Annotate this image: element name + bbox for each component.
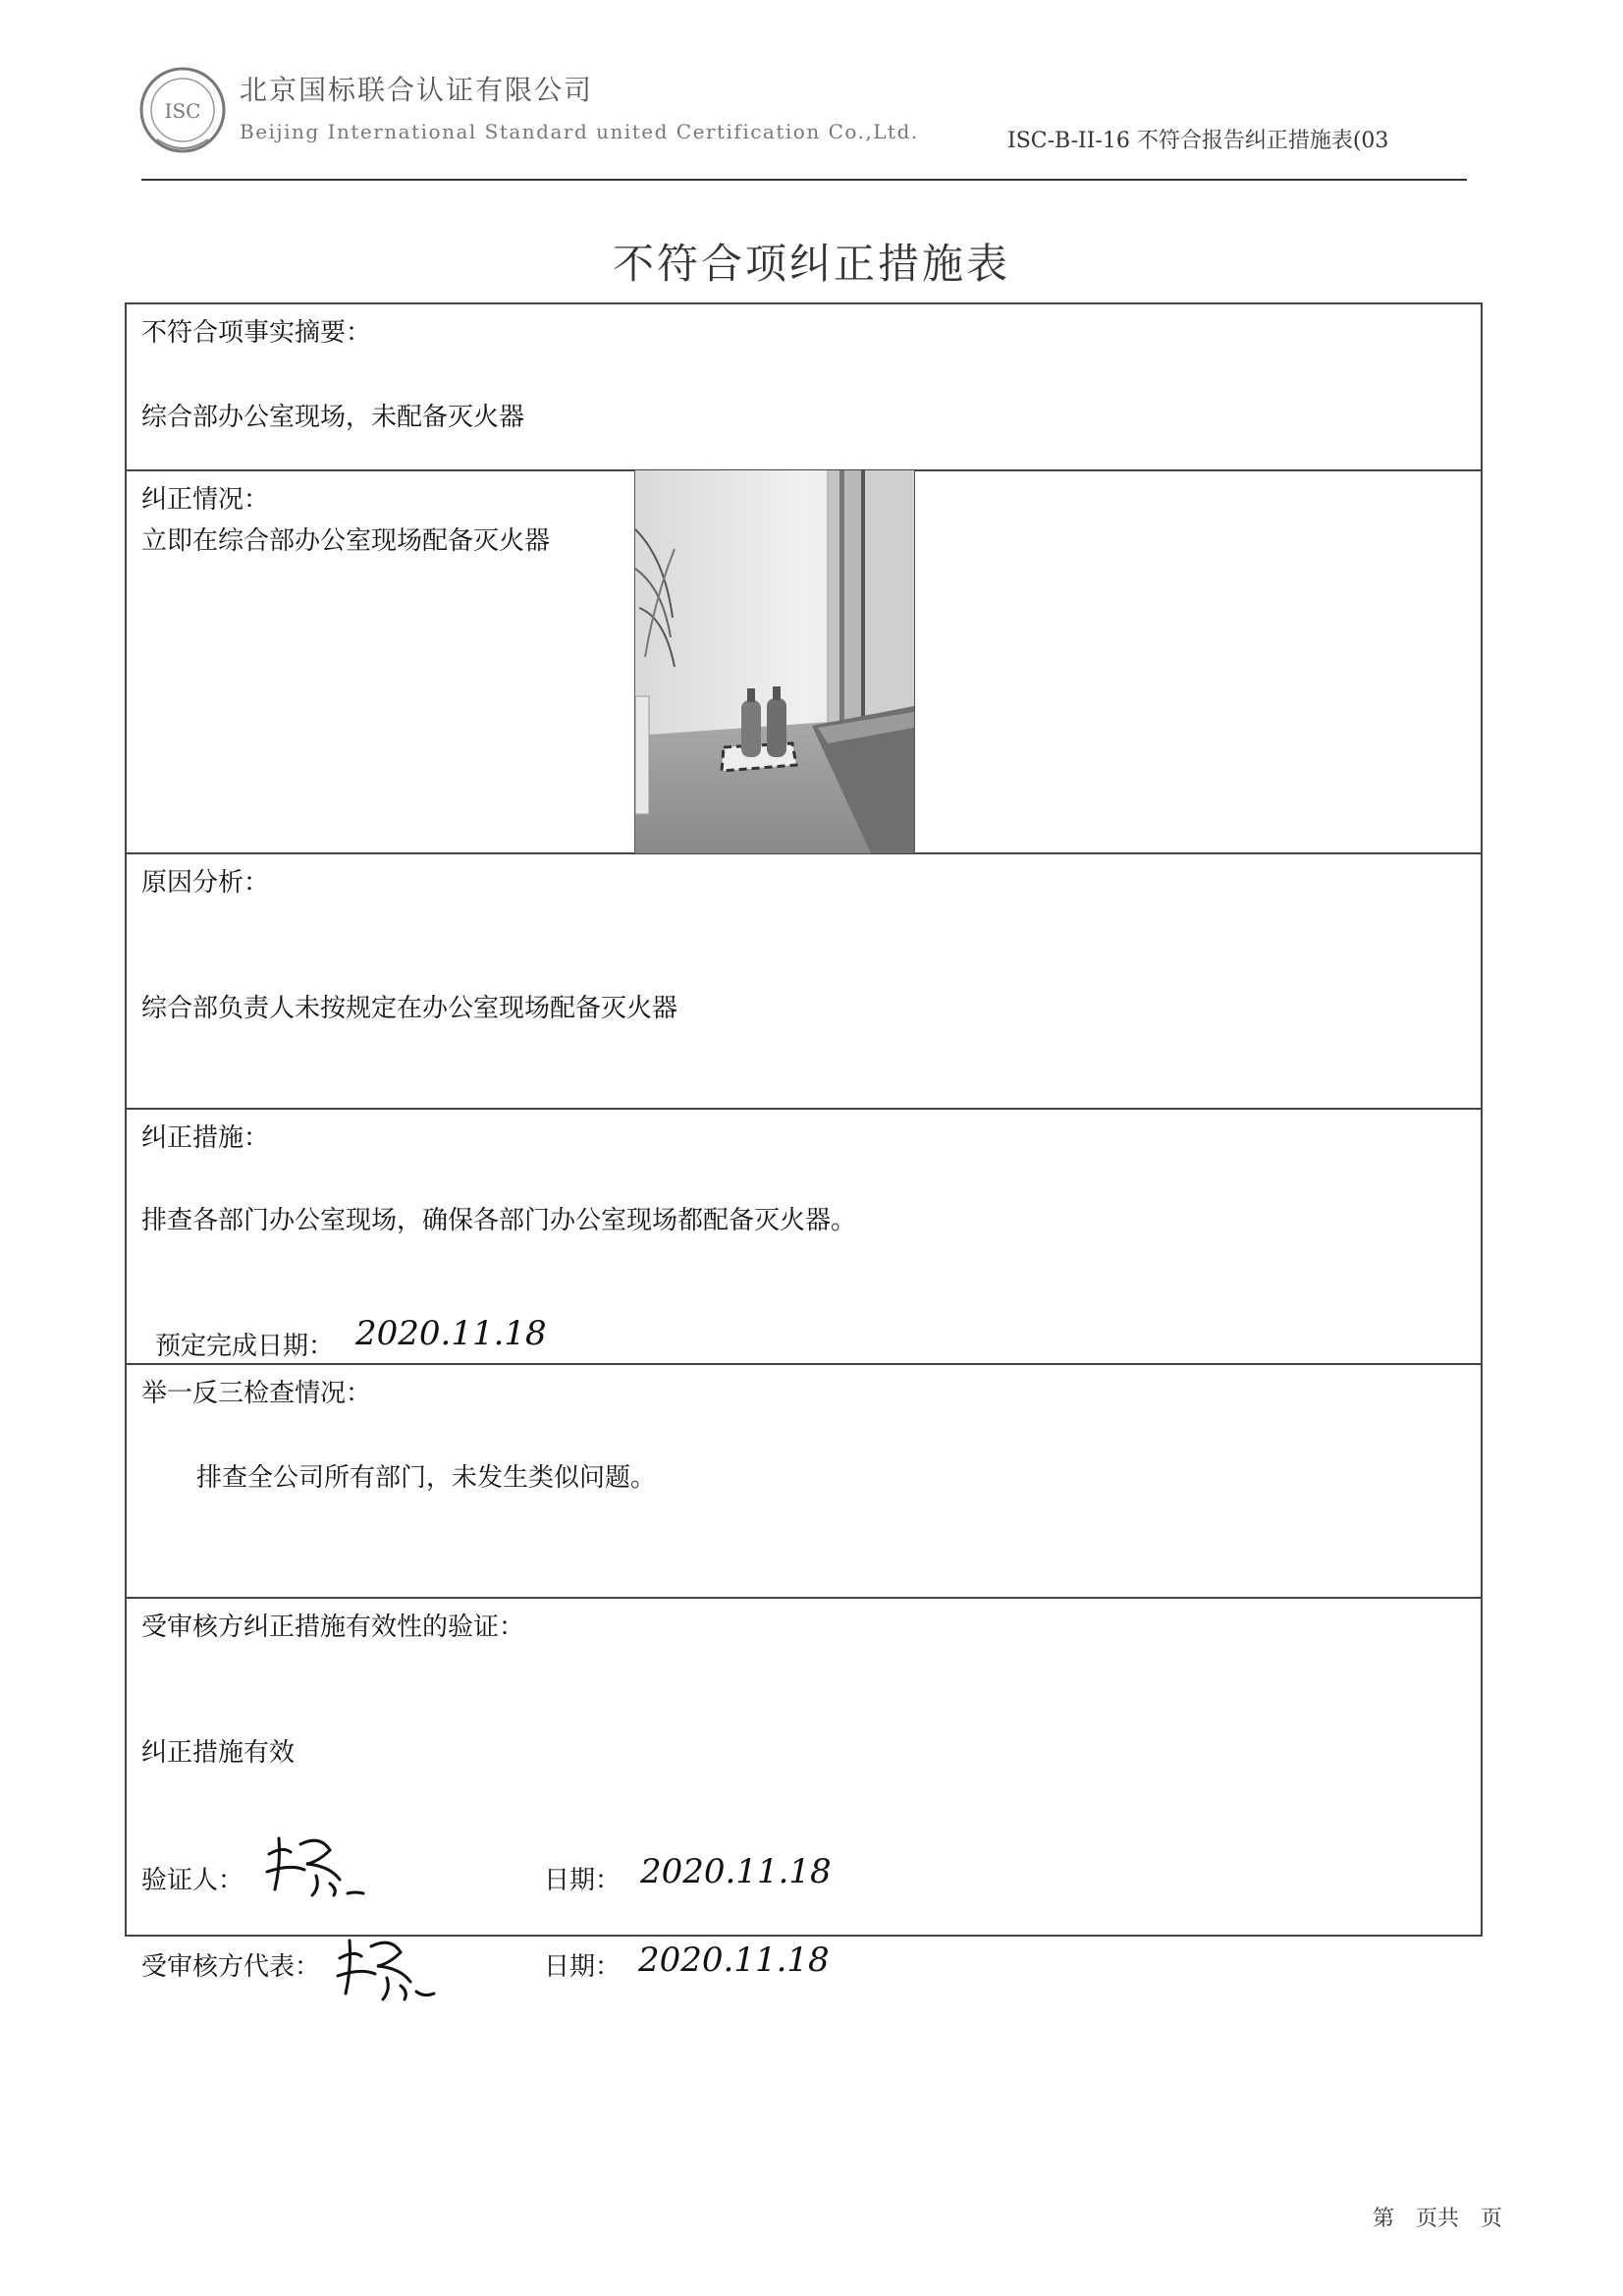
representative-signature: [334, 1929, 442, 2007]
fire-extinguisher-photo: [634, 470, 915, 853]
similar-check-label: 举一反三检查情况：: [141, 1379, 372, 1408]
company-logo: [137, 63, 228, 157]
verification-date-label: 日期：: [544, 1866, 622, 1895]
company-name-en: Beijing International Standard united Certification Co.,Ltd.: [240, 120, 919, 143]
corrective-measures-label: 纠正措施：: [141, 1123, 270, 1153]
fact-summary-label: 不符合项事实摘要：: [141, 318, 372, 348]
row-divider: [125, 1597, 1483, 1599]
fire-extinguisher-photo-image: [635, 470, 914, 853]
similar-check-content: 排查全公司所有部门，未发生类似问题。: [196, 1463, 657, 1493]
row-divider: [125, 1363, 1483, 1365]
verifier-label: 验证人：: [141, 1866, 244, 1895]
document-title: 不符合项纠正措施表: [612, 240, 1010, 288]
handwritten-signature: [261, 1825, 379, 1903]
due-date-label: 预定完成日期：: [155, 1332, 335, 1361]
page-number: 第 页共 页: [1373, 2207, 1503, 2231]
verifier-signature: [261, 1825, 379, 1903]
handwritten-signature: [334, 1929, 442, 2007]
company-name-cn: 北京国标联合认证有限公司: [240, 74, 594, 106]
due-date-handwritten: 2020.11.18: [355, 1314, 547, 1353]
cause-analysis-label: 原因分析：: [141, 868, 270, 898]
fact-summary-content: 综合部办公室现场，未配备灭火器: [141, 403, 525, 432]
verification-date-handwritten: 2020.11.18: [640, 1852, 832, 1891]
cause-analysis-content: 综合部负责人未按规定在办公室现场配备灭火器: [141, 994, 678, 1023]
correction-label: 纠正情况：: [141, 485, 270, 515]
verification-label: 受审核方纠正措施有效性的验证：: [141, 1613, 525, 1642]
corrective-measures-content: 排查各部门办公室现场，确保各部门办公室现场都配备灭火器。: [141, 1206, 857, 1235]
certification-seal-icon: [137, 63, 228, 157]
representative-date-label: 日期：: [544, 1952, 622, 1982]
representative-label: 受审核方代表：: [141, 1952, 321, 1982]
row-divider: [125, 1108, 1483, 1110]
correction-content: 立即在综合部办公室现场配备灭火器: [141, 526, 551, 556]
representative-date-handwritten: 2020.11.18: [638, 1941, 830, 1980]
header-divider: [141, 179, 1467, 181]
verification-content: 纠正措施有效: [141, 1738, 296, 1768]
svg-text:ISC: ISC: [164, 99, 201, 123]
form-code: ISC-B-II-16 不符合报告纠正措施表(03: [1007, 129, 1389, 153]
